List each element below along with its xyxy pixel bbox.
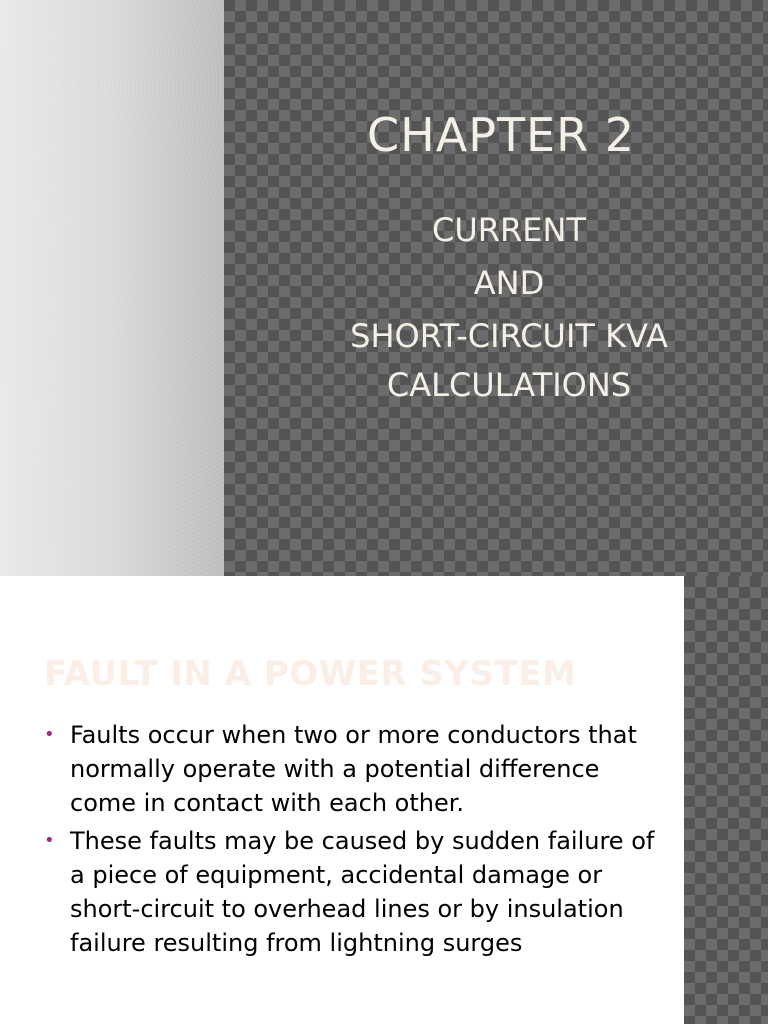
bullet-dot-icon: • [44, 830, 55, 851]
list-item [44, 824, 664, 960]
bullet-list [44, 718, 664, 964]
chapter-subtitle [224, 204, 768, 407]
content-slide [0, 576, 768, 1024]
bullet-text: These faults may be caused by sudden failure of a piece of equipment, accidental damage or short-circuit to overhead lines or by insulation failure resulting from lightning surges [70, 827, 655, 957]
subtitle-line: SHORT-CIRCUIT KVA [350, 317, 668, 355]
bullet-dot-icon: • [44, 724, 55, 745]
subtitle-line: CURRENT [432, 211, 586, 249]
subtitle-line: AND [473, 264, 545, 302]
diamond-pattern-strip [684, 576, 768, 1024]
bullet-text: Faults occur when two or more conductors that normally operate with a potential difference come in contact with each other. [70, 721, 637, 817]
list-item [44, 718, 664, 820]
gradient-side-panel [0, 0, 224, 576]
subtitle-line: CALCULATIONS [386, 366, 632, 404]
slide-title: FAULT IN A POWER SYSTEM [44, 654, 577, 694]
chapter-title: CHAPTER 2 [367, 108, 635, 162]
